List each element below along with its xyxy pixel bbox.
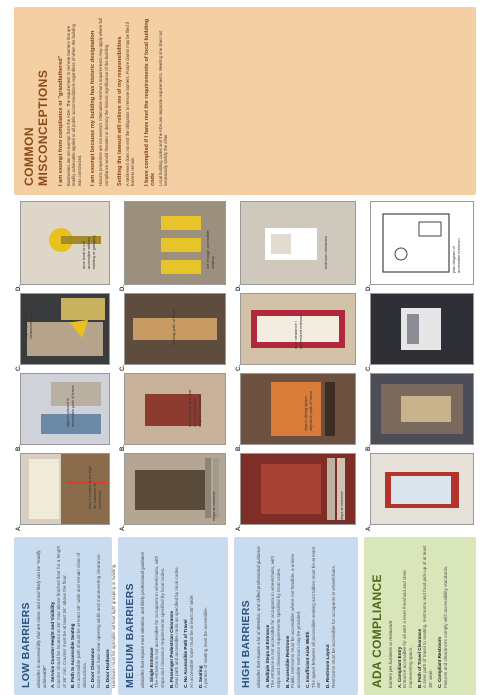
ada-item-text: Fixtures and clearances comply with accessibility standards. — [442, 565, 448, 688]
misconception-text: A settlement does not end the obligation to remove barriers. Future claims may be filed if barriers remain. — [125, 21, 136, 186]
photo-letter: C. — [16, 365, 22, 371]
high-item — [305, 544, 322, 688]
photo-door-knob — [20, 201, 110, 285]
high-item-head: B. Accessible Restroom — [284, 635, 290, 688]
misconception-text: Local building codes and the ADA are separate requirements. Meeting one does not necessarily satisfy the other. — [157, 30, 169, 186]
low-item-head: C. Door Clearance — [90, 648, 96, 688]
medium-photos-row — [118, 201, 228, 531]
photo-caption: steps at entrance — [339, 491, 344, 521]
ada-compliance-subtitle: barriers per business or restaurant — [388, 620, 393, 688]
ada-item-text: A clear path of travel to seating, restrooms and food pick-up of at least 36" wide. — [422, 545, 434, 688]
ada-item-head: A. Compliant Entry — [396, 646, 402, 688]
low-item-text: Hardware must be operable without tight grasping or twisting. — [110, 563, 116, 688]
low-item — [90, 544, 101, 688]
photo-caption: restroom obstacles — [323, 236, 328, 269]
ada-item — [437, 544, 448, 688]
high-item-text: Public restrooms must be accessible; where not feasible, a unisex accessible restroom may be provided. — [290, 553, 302, 688]
medium-barriers-panel — [118, 537, 228, 695]
low-item-head: A. Service Counter Height and Visibility — [50, 601, 56, 688]
photo-caption: objects placed in accessible path of travel — [65, 385, 75, 427]
photo-letter: D. — [16, 285, 22, 291]
medium-item — [149, 544, 166, 688]
misconception-text: Historic properties are not exempt. Alternative minimum requirements may apply where full compliance would threaten or destroy the historic significance of the building. — [98, 18, 109, 186]
ada-item-head: B. Path of Travel Clearance — [416, 628, 422, 688]
low-photos-row — [14, 201, 112, 531]
ada-item-head: C. Compliant Restroom — [436, 636, 442, 688]
photo-compliant-restroom — [370, 293, 474, 365]
photo-caption: plan diagram of accessible restroom — [451, 238, 461, 273]
medium-item-head: A. Single Entrance — [148, 647, 154, 688]
misconceptions-title: COMMON MISCONCEPTIONS — [22, 69, 50, 186]
photo-compliant-entry — [370, 453, 474, 525]
photo-letter: B. — [236, 445, 242, 451]
medium-item — [183, 544, 194, 688]
ada-compliance-panel — [364, 537, 476, 695]
ada-compliance-title: ADA COMPLIANCE — [370, 574, 384, 688]
low-item-head: D. Door Hardware — [104, 649, 110, 688]
low-barriers-subtitle: obstacles to accessibility that are minor, and most likely can be "readily achievable" — [36, 550, 47, 688]
photo-caption: object placed in clearance space — [23, 310, 33, 339]
high-barriers-subtitle: obstacles that require a lot of attention, and skilled professional guidance — [256, 546, 261, 688]
misconception-head: I am exempt because my building has historic designation — [90, 30, 97, 186]
high-photos-row — [234, 201, 358, 531]
high-item-head: A. Multiple Steps at Entrance — [264, 624, 270, 688]
photo-dining-step — [240, 373, 356, 445]
high-item — [285, 544, 302, 688]
high-barriers-title: HIGH BARRIERS — [240, 600, 252, 688]
photo-letter: C. — [366, 365, 372, 371]
medium-item — [198, 544, 209, 688]
photo-caption: steps at entrance — [211, 491, 216, 521]
high-item-text: The space between all accessible seating and tables must be at least 36". — [310, 547, 322, 688]
photo-letter: C. — [120, 365, 126, 371]
ada-item — [397, 544, 414, 688]
photo-letter: B. — [120, 445, 126, 451]
low-item-head: B. Path to Accessible Seating — [70, 623, 76, 688]
ada-photos-row — [364, 201, 476, 531]
ada-item-text: Entrance accessible for all with a level threshold and clear maneuvering space. — [402, 570, 413, 688]
photo-letter: D. — [366, 285, 372, 291]
photo-caption: door knob is not accessible without twisting or grasping — [81, 235, 96, 269]
medium-item — [169, 544, 180, 688]
low-item-text: An accessible path should be at least 36" wide and remain clear of obstructions. — [76, 552, 87, 688]
photo-letter: A. — [120, 525, 126, 531]
low-barriers-title: LOW BARRIERS — [20, 602, 32, 688]
misconception-head: I am exempt from compliance or "grandfathered" — [58, 55, 64, 186]
misconception-head: Settling the lawsuit will relieve me of my responsibilities — [117, 36, 124, 186]
misconception-text: Businesses are not exempt from the ADA. The requirement to remove barriers that are readily achievable applies to all public accommodations regardless of when the building was constructed. — [66, 23, 82, 186]
photo-caption: max 2 counter is too high for customer in wheelchair — [87, 465, 102, 509]
low-item-text: Doors must have clear opening width and maneuvering clearance. — [96, 553, 102, 688]
low-item — [105, 544, 116, 688]
low-item — [70, 544, 87, 688]
medium-barriers-subtitle: obstacles that require more attention, and likely professional guidance — [140, 552, 145, 688]
photo-caption: door clearance / undersized restroom — [293, 313, 303, 349]
photo-letter: A. — [236, 525, 242, 531]
photo-letter: A. — [366, 525, 372, 531]
misconceptions-panel — [14, 7, 476, 195]
medium-item-text: The entrance is not accessible for occupants in wheelchairs, with steps and clearance requirements specified by local codes. — [154, 555, 165, 688]
photo-caption: not enough accessible seating — [205, 230, 215, 269]
medium-item-text: Clear path and accessible route as specified by local codes. — [174, 566, 180, 688]
high-item — [325, 544, 336, 688]
medium-item-head: B. Passenger Pedestrian Clearance — [168, 610, 174, 688]
high-barriers-panel — [234, 537, 358, 695]
photo-path-clearance — [370, 373, 474, 445]
photo-restroom-layout — [240, 201, 356, 285]
photo-letter: D. — [236, 285, 242, 291]
low-barriers-panel — [14, 537, 116, 695]
photo-letter: B. — [366, 445, 372, 451]
photo-caption: hallway path of travel — [171, 308, 176, 345]
photo-pedestrian-clearance — [124, 373, 226, 445]
high-item — [265, 544, 282, 688]
low-item-text: Counter should be located at 36" max above finished floor for a length of 36" min. Counter must be at least 36" above the floor. — [55, 545, 67, 688]
photo-caption: step to dining space; objects in path of travel — [303, 390, 313, 431]
photo-caption: not a built-in lane that does not provide required clearance — [187, 389, 202, 427]
photo-letter: B. — [16, 445, 22, 451]
photo-letter: C. — [236, 365, 242, 371]
medium-item-text: A portion of seating must be accessible. — [203, 607, 209, 688]
high-item-text: The entrance is not accessible for occupants in wheelchairs, with steps and clearance requirements specified by local codes. — [270, 555, 281, 688]
medium-item-head: D. Seating — [197, 665, 203, 688]
ada-item — [417, 544, 434, 688]
photo-letter: D. — [120, 285, 126, 291]
high-item-head: D. Restroom Layout — [324, 644, 330, 688]
photo-letter: A. — [16, 525, 22, 531]
medium-item-text: An accessible route must be at least 36" wide. — [188, 594, 194, 688]
high-item-text: Restrooms must be accessible for occupants in wheelchairs. — [330, 564, 336, 688]
medium-barriers-title: MEDIUM BARRIERS — [124, 583, 136, 688]
misconception-head: I have complied if I have met the requirements of local building code — [143, 18, 156, 186]
medium-item-head: C. No Accessible Path of Travel — [183, 619, 189, 688]
high-item-head: C. Insufficient Aisle Width — [304, 631, 310, 688]
low-item — [50, 544, 67, 688]
